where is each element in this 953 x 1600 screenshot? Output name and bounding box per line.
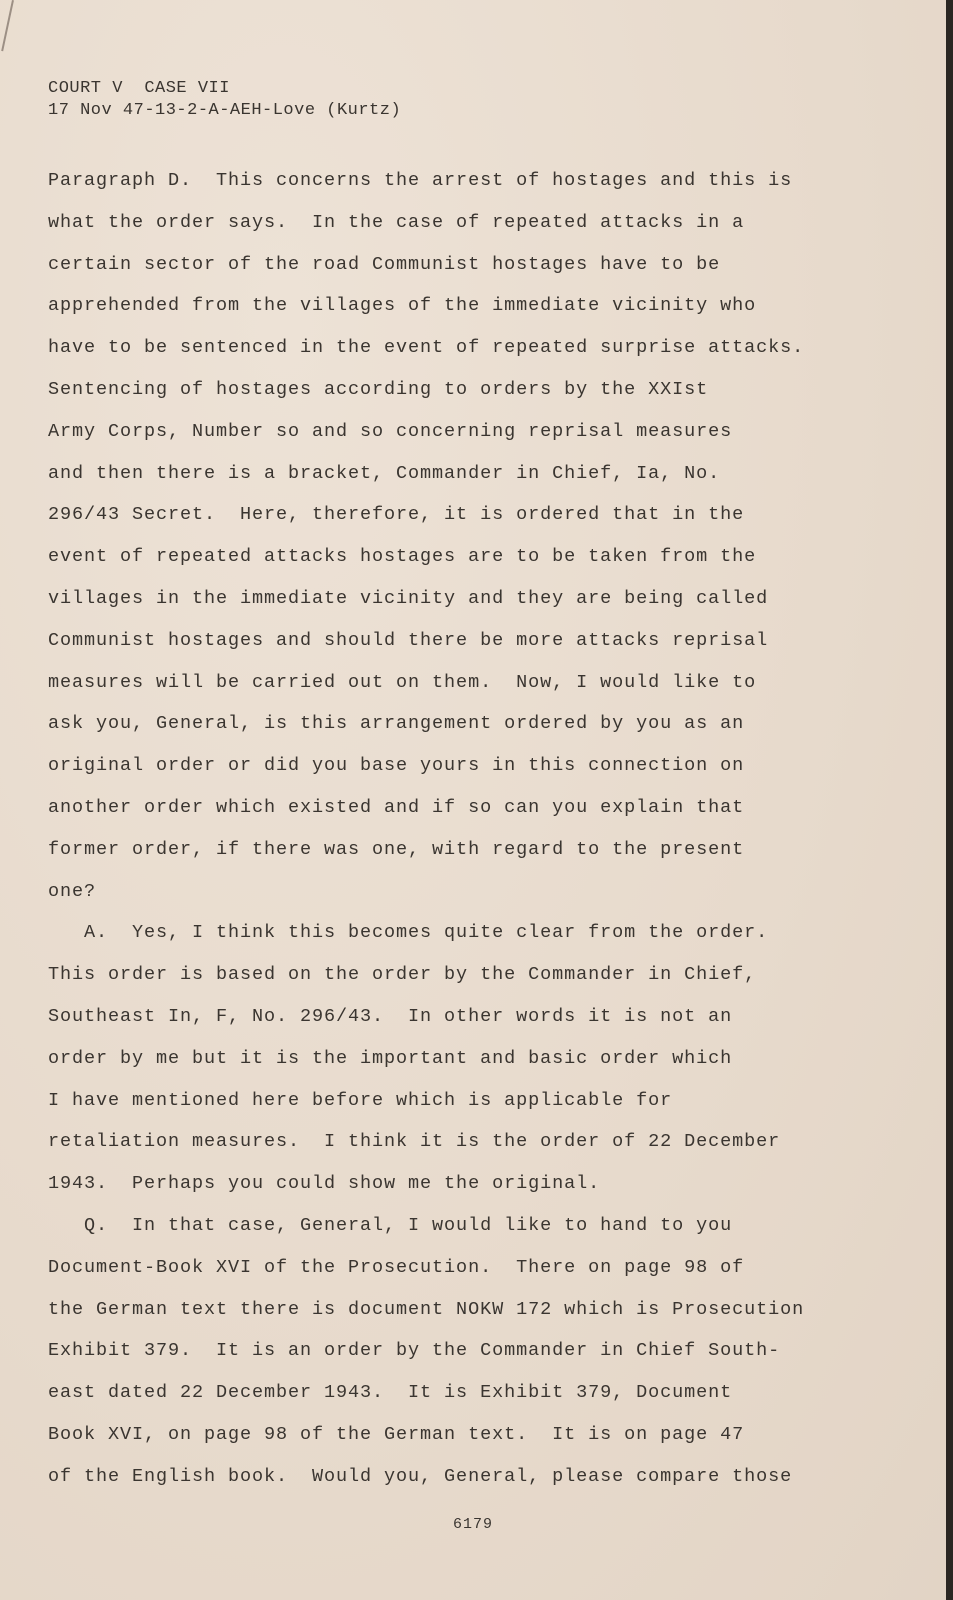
transcript-line: Paragraph D. This concerns the arrest of hostages and this is xyxy=(48,170,793,191)
transcript-line: villages in the immediate vicinity and they are being called xyxy=(48,587,769,609)
page-number: 6179 xyxy=(452,1516,493,1533)
transcript-line: another order which existed and if so can you explain that xyxy=(48,796,745,818)
transcript-line: of the English book. Would you, General, please compare those xyxy=(48,1465,793,1487)
transcript-line: Q. In that case, General, I would like to hand to you xyxy=(48,1214,733,1236)
transcript-line: Southeast In, F, No. 296/43. In other words it is not an xyxy=(48,1005,733,1027)
document-header xyxy=(48,78,401,122)
transcript-line: event of repeated attacks hostages are to be taken from the xyxy=(48,546,757,568)
transcript-line: one? xyxy=(48,880,97,902)
transcript-line: Sentencing of hostages according to orders by the XXIst xyxy=(48,378,709,400)
transcript-line: I have mentioned here before which is applicable for xyxy=(48,1089,673,1111)
margin-pen-mark xyxy=(1,0,14,51)
header-court-case: COURT V CASE VII xyxy=(48,79,230,98)
transcript-line: retaliation measures. I think it is the order of 22 December xyxy=(48,1131,781,1153)
transcript-line: Document-Book XVI of the Prosecution. There on page 98 of xyxy=(48,1256,745,1278)
transcript-line: Communist hostages and should there be more attacks reprisal xyxy=(48,629,769,651)
transcript-line: certain sector of the road Communist hostages have to be xyxy=(48,253,721,275)
transcript-line: A. Yes, I think this becomes quite clear from the order. xyxy=(48,922,769,944)
transcript-line: measures will be carried out on them. Now, I would like to xyxy=(48,671,757,693)
header-reference: 17 Nov 47-13-2-A-AEH-Love (Kurtz) xyxy=(48,101,402,120)
transcript-line: and then there is a bracket, Commander in Chief, Ia, No. xyxy=(48,462,721,484)
transcript-line: 296/43 Secret. Here, therefore, it is ordered that in the xyxy=(48,504,745,526)
transcript-line: ask you, General, is this arrangement ordered by you as an xyxy=(48,713,745,735)
transcript-line: Exhibit 379. It is an order by the Commander in Chief South- xyxy=(48,1340,781,1362)
transcript-line: This order is based on the order by the Commander in Chief, xyxy=(48,964,757,986)
transcript-line: what the order says. In the case of repeated attacks in a xyxy=(48,211,745,233)
transcript-line: Army Corps, Number so and so concerning reprisal measures xyxy=(48,420,733,442)
transcript-line: 1943. Perhaps you could show me the original. xyxy=(48,1173,601,1195)
transcript-line: original order or did you base yours in this connection on xyxy=(48,755,745,777)
transcript-line: order by me but it is the important and basic order which xyxy=(48,1047,733,1069)
transcript-body xyxy=(48,160,888,1498)
transcript-line: apprehended from the villages of the immediate vicinity who xyxy=(48,295,757,317)
transcript-line: Book XVI, on page 98 of the German text. It is on page 47 xyxy=(48,1423,745,1445)
transcript-line: the German text there is document NOKW 172 which is Prosecution xyxy=(48,1298,805,1320)
transcript-line: east dated 22 December 1943. It is Exhibit 379, Document xyxy=(48,1382,733,1404)
transcript-line: former order, if there was one, with regard to the present xyxy=(48,838,745,860)
transcript-line: have to be sentenced in the event of repeated surprise attacks. xyxy=(48,337,805,359)
